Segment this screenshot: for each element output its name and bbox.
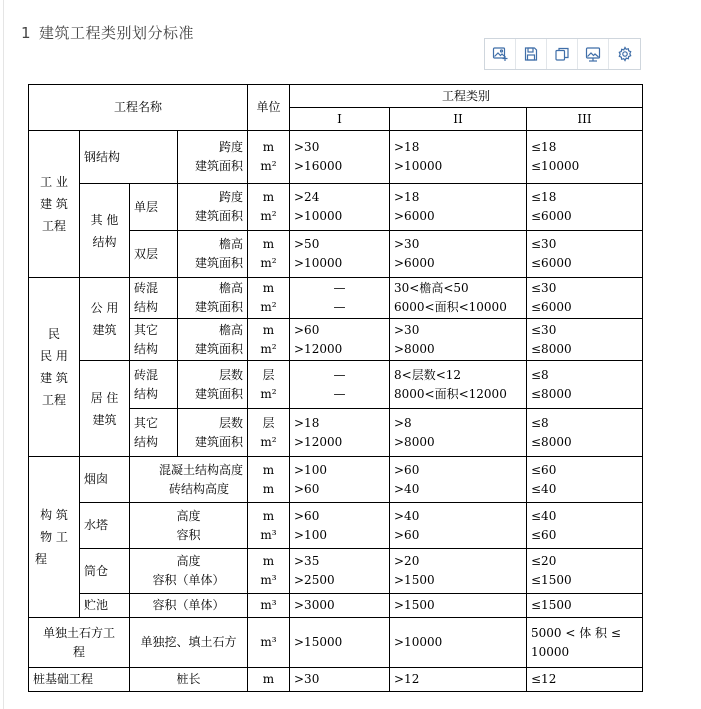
brick1-class2-cell: 30<檐高<50 6000<面积<10000 bbox=[390, 278, 527, 319]
silo-measure-cell: 高度 容积（单体） bbox=[130, 549, 248, 594]
public-building-cell: 公 用 建筑 bbox=[80, 278, 130, 361]
table-row bbox=[29, 361, 643, 409]
table-row bbox=[29, 668, 643, 692]
section-title: 建筑工程类别划分标准 bbox=[39, 24, 195, 42]
silo-class2-cell: >20 >1500 bbox=[390, 549, 527, 594]
chimney-cell: 烟囱 bbox=[80, 457, 130, 503]
silo-class3-cell: ≤20 ≤1500 bbox=[527, 549, 643, 594]
industrial-group-cell: 工 业 建 筑 工程 bbox=[29, 131, 80, 278]
single-layer-cell: 单层 bbox=[130, 184, 178, 231]
earthwork-class3-cell: 5000 < 体 积 ≤ 10000 bbox=[527, 618, 643, 668]
tower-measure-cell: 高度 容积 bbox=[130, 503, 248, 549]
pile-class1-cell: >30 bbox=[290, 668, 390, 692]
table-row bbox=[29, 184, 643, 231]
settings-button[interactable] bbox=[609, 39, 640, 69]
residential-building-cell: 居 住 建筑 bbox=[80, 361, 130, 457]
header-row bbox=[29, 85, 643, 108]
brick2-unit-cell: 层 m² bbox=[248, 361, 290, 409]
pool-class1-cell: >3000 bbox=[290, 594, 390, 618]
pile-unit-cell: m bbox=[248, 668, 290, 692]
header-project-name: 工程名称 bbox=[29, 85, 248, 131]
earthwork-class2-cell: >10000 bbox=[390, 618, 527, 668]
earthwork-unit-cell: m³ bbox=[248, 618, 290, 668]
header-class-1: I bbox=[290, 108, 390, 131]
brick1-measure-cell: 檐高 建筑面积 bbox=[178, 278, 248, 319]
chimney-class3-cell: ≤60 ≤40 bbox=[527, 457, 643, 503]
image-add-button[interactable] bbox=[485, 39, 516, 69]
other2-unit-cell: 层 m² bbox=[248, 409, 290, 457]
brick2-structure-cell: 砖混 结构 bbox=[130, 361, 178, 409]
pool-class3-cell: ≤1500 bbox=[527, 594, 643, 618]
steel-class2-cell: >18 >10000 bbox=[390, 131, 527, 184]
silo-unit-cell: m m³ bbox=[248, 549, 290, 594]
double-class1-cell: >50 >10000 bbox=[290, 231, 390, 278]
classification-table bbox=[28, 84, 643, 692]
double-measure-cell: 檐高 建筑面积 bbox=[178, 231, 248, 278]
other1-measure-cell: 檐高 建筑面积 bbox=[178, 319, 248, 361]
other-structure-cell: 其 他 结构 bbox=[80, 184, 130, 278]
image-add-icon bbox=[492, 46, 508, 62]
single-class1-cell: >24 >10000 bbox=[290, 184, 390, 231]
brick1-class3-cell: ≤30 ≤6000 bbox=[527, 278, 643, 319]
earthwork-class1-cell: >15000 bbox=[290, 618, 390, 668]
tower-class1-cell: >60 >100 bbox=[290, 503, 390, 549]
civil-group-cell: 民 民 用 建 筑 工程 bbox=[29, 278, 80, 457]
pile-class3-cell: ≤12 bbox=[527, 668, 643, 692]
tower-class2-cell: >40 >60 bbox=[390, 503, 527, 549]
structure-group-cell: 构 筑 物 工 程 bbox=[29, 457, 80, 618]
pile-class2-cell: >12 bbox=[390, 668, 527, 692]
other1-class2-cell: >30 >8000 bbox=[390, 319, 527, 361]
table-row bbox=[29, 594, 643, 618]
chimney-unit-cell: m m bbox=[248, 457, 290, 503]
save-icon bbox=[523, 46, 539, 62]
pool-cell: 贮池 bbox=[80, 594, 130, 618]
other2-class1-cell: >18 >12000 bbox=[290, 409, 390, 457]
copy-icon bbox=[554, 46, 570, 62]
silo-cell: 筒仓 bbox=[80, 549, 130, 594]
brick2-measure-cell: 层数 建筑面积 bbox=[178, 361, 248, 409]
pile-name-cell: 桩基础工程 bbox=[29, 668, 130, 692]
pool-class2-cell: >1500 bbox=[390, 594, 527, 618]
brick2-class2-cell: 8<层数<12 8000<面积<12000 bbox=[390, 361, 527, 409]
header-unit: 单位 bbox=[248, 85, 290, 131]
single-unit-cell: m m² bbox=[248, 184, 290, 231]
table-row bbox=[29, 457, 643, 503]
other1-class3-cell: ≤30 ≤8000 bbox=[527, 319, 643, 361]
steel-class1-cell: >30 >16000 bbox=[290, 131, 390, 184]
other2-measure-cell: 层数 建筑面积 bbox=[178, 409, 248, 457]
brick1-class1-cell: — — bbox=[290, 278, 390, 319]
table-row bbox=[29, 503, 643, 549]
silo-class1-cell: >35 >2500 bbox=[290, 549, 390, 594]
image-toolbar bbox=[484, 38, 641, 70]
brick1-unit-cell: m m² bbox=[248, 278, 290, 319]
image-download-button[interactable] bbox=[578, 39, 609, 69]
pool-measure-cell: 容积（单体） bbox=[130, 594, 248, 618]
steel-structure-cell: 钢结构 bbox=[80, 131, 178, 184]
double-class2-cell: >30 >6000 bbox=[390, 231, 527, 278]
tower-unit-cell: m m³ bbox=[248, 503, 290, 549]
other1-unit-cell: m m² bbox=[248, 319, 290, 361]
brick1-structure-cell: 砖混 结构 bbox=[130, 278, 178, 319]
pool-unit-cell: m³ bbox=[248, 594, 290, 618]
table-row bbox=[29, 131, 643, 184]
tower-class3-cell: ≤40 ≤60 bbox=[527, 503, 643, 549]
image-download-icon bbox=[585, 46, 601, 62]
single-measure-cell: 跨度 建筑面积 bbox=[178, 184, 248, 231]
brick2-class1-cell: — — bbox=[290, 361, 390, 409]
steel-class3-cell: ≤18 ≤10000 bbox=[527, 131, 643, 184]
copy-button[interactable] bbox=[547, 39, 578, 69]
steel-unit-cell: m m² bbox=[248, 131, 290, 184]
chimney-measure-cell: 混凝土结构高度 砖结构高度 bbox=[130, 457, 248, 503]
double-layer-cell: 双层 bbox=[130, 231, 178, 278]
table-row bbox=[29, 278, 643, 319]
single-class3-cell: ≤18 ≤6000 bbox=[527, 184, 643, 231]
water-tower-cell: 水塔 bbox=[80, 503, 130, 549]
other1-structure-cell: 其它 结构 bbox=[130, 319, 178, 361]
other2-class3-cell: ≤8 ≤8000 bbox=[527, 409, 643, 457]
header-class-2: II bbox=[390, 108, 527, 131]
chimney-class1-cell: >100 >60 bbox=[290, 457, 390, 503]
earthwork-measure-cell: 单独挖、填土石方 bbox=[130, 618, 248, 668]
table-row bbox=[29, 549, 643, 594]
double-class3-cell: ≤30 ≤6000 bbox=[527, 231, 643, 278]
settings-icon bbox=[617, 46, 633, 62]
header-class-3: III bbox=[527, 108, 643, 131]
other2-structure-cell: 其它 结构 bbox=[130, 409, 178, 457]
section-heading bbox=[21, 22, 194, 43]
header-category: 工程类别 bbox=[290, 85, 643, 108]
earthwork-name-cell: 单独土石方工 程 bbox=[29, 618, 130, 668]
other1-class1-cell: >60 >12000 bbox=[290, 319, 390, 361]
single-class2-cell: >18 >6000 bbox=[390, 184, 527, 231]
double-unit-cell: m m² bbox=[248, 231, 290, 278]
other2-class2-cell: >8 >8000 bbox=[390, 409, 527, 457]
steel-measure-cell: 跨度 建筑面积 bbox=[178, 131, 248, 184]
table-row bbox=[29, 618, 643, 668]
save-button[interactable] bbox=[516, 39, 547, 69]
pile-measure-cell: 桩长 bbox=[130, 668, 248, 692]
chimney-class2-cell: >60 >40 bbox=[390, 457, 527, 503]
brick2-class3-cell: ≤8 ≤8000 bbox=[527, 361, 643, 409]
section-number: 1 bbox=[21, 24, 32, 42]
